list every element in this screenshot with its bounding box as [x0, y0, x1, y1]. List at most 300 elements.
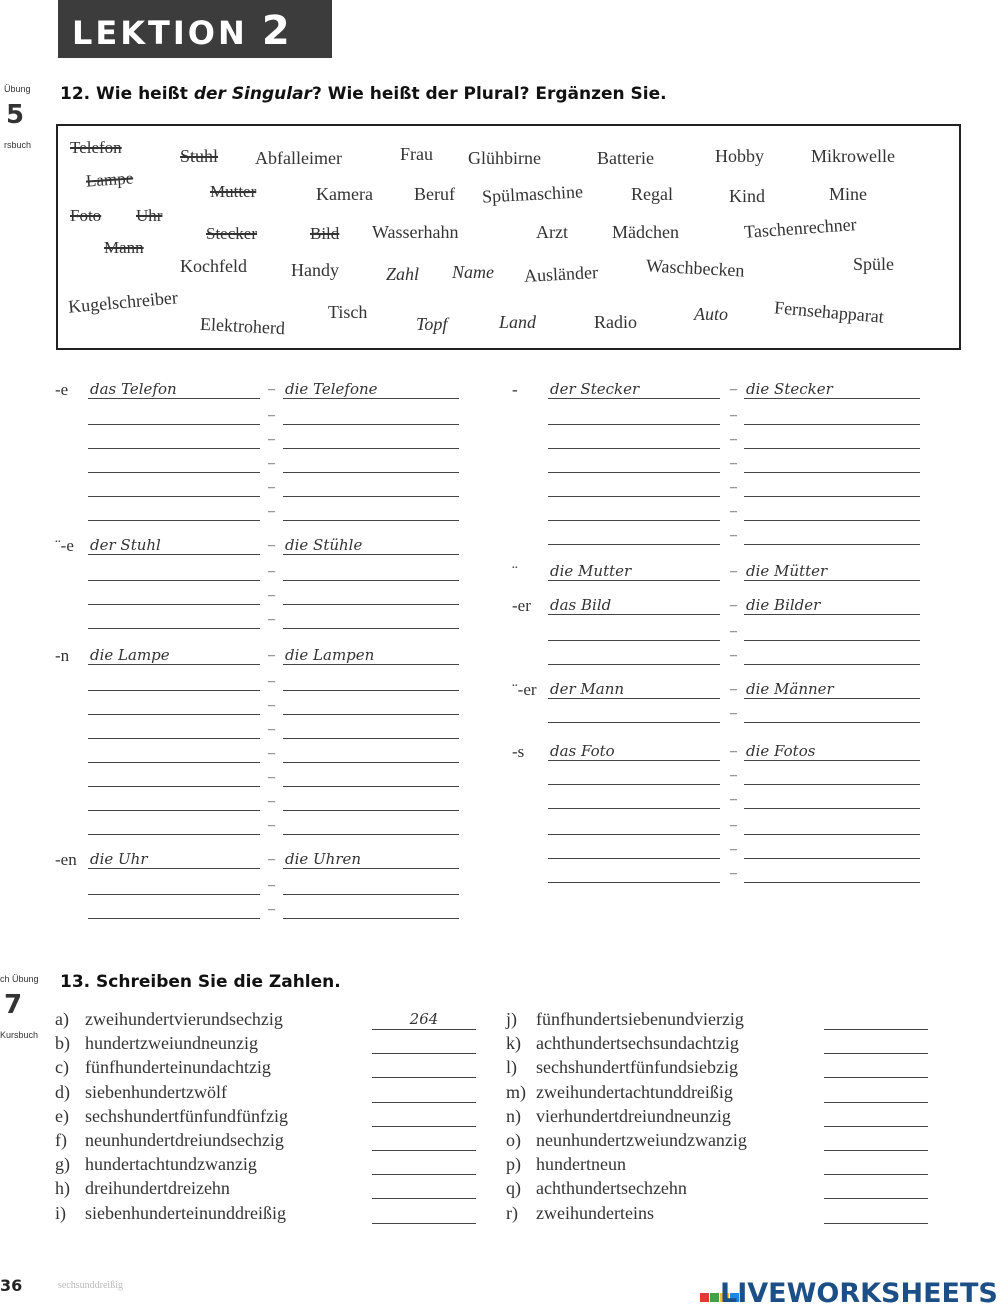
answer-line [548, 472, 720, 473]
plural-input[interactable] [744, 501, 920, 519]
word-item: Radio [594, 312, 637, 332]
answer-line [88, 664, 260, 665]
plural-group-label: -n [55, 646, 70, 665]
answer-line [88, 472, 260, 473]
answer-line [88, 762, 260, 763]
answer-line [88, 810, 260, 811]
answer-line [372, 1077, 476, 1078]
number-item-word: vierhundertdreiundneunzig [536, 1105, 731, 1126]
singular-input[interactable] [548, 525, 720, 543]
answer-line [283, 554, 459, 555]
number-item-word: achthundertsechsundachtzig [536, 1033, 739, 1054]
singular-example: die Uhr [90, 850, 148, 868]
dash-separator: – [730, 504, 737, 519]
number-answer-input[interactable] [824, 1131, 928, 1149]
dash-separator: – [268, 878, 275, 893]
exercise-12-title-c: ? Wie heißt der Plural? Ergänzen Sie. [311, 84, 667, 104]
answer-line [824, 1029, 928, 1030]
logo-squares-icon [700, 1293, 720, 1303]
number-item [506, 1009, 744, 1030]
number-item-letter: k) [506, 1033, 521, 1054]
answer-line [88, 738, 260, 739]
plural-input[interactable] [283, 477, 459, 495]
answer-line [88, 496, 260, 497]
word-item: Mädchen [612, 222, 679, 242]
answer-line [283, 786, 459, 787]
singular-input[interactable] [88, 719, 260, 737]
exercise-12-title-a: Wie heißt [96, 84, 194, 104]
dash-separator: – [730, 598, 737, 613]
plural-input[interactable] [744, 429, 920, 447]
number-answer-input[interactable] [824, 1155, 928, 1173]
answer-line [548, 424, 720, 425]
number-item-letter: q) [506, 1178, 521, 1199]
number-item [506, 1057, 738, 1078]
plural-input[interactable] [283, 429, 459, 447]
word-item: Mutter [210, 182, 257, 201]
answer-line [88, 894, 260, 895]
answer-line [548, 834, 720, 835]
singular-input[interactable] [548, 429, 720, 447]
dash-separator: – [730, 792, 737, 807]
plural-input[interactable] [283, 743, 459, 761]
word-item: Kochfeld [180, 256, 247, 276]
word-item: Waschbecken [645, 255, 745, 281]
dash-separator: – [730, 480, 737, 495]
number-item-word: siebenhundertzwölf [85, 1081, 227, 1102]
answer-line [372, 1053, 476, 1054]
number-answer-input[interactable] [372, 1131, 476, 1149]
dash-separator: – [268, 432, 275, 447]
answer-line [744, 472, 920, 473]
number-item-word: zweihundertachtunddreißig [536, 1081, 733, 1102]
number-item-letter: i) [55, 1202, 66, 1223]
plural-input[interactable] [283, 875, 459, 893]
dash-separator: – [730, 768, 737, 783]
answer-line [88, 448, 260, 449]
word-item: Tisch [328, 302, 368, 322]
page-word: sechsunddreißig [58, 1280, 123, 1291]
word-item: Kugelschreiber [67, 287, 179, 317]
dash-separator: – [730, 528, 737, 543]
liveworksheets-logo [700, 1278, 998, 1309]
number-answer-input[interactable] [372, 1083, 476, 1101]
number-answer-input[interactable] [824, 1179, 928, 1197]
singular-example: der Mann [550, 680, 625, 698]
number-answer-input[interactable] [372, 1058, 476, 1076]
plural-input[interactable] [283, 671, 459, 689]
dash-separator: – [730, 744, 737, 759]
singular-input[interactable] [548, 789, 720, 807]
answer-line [372, 1029, 476, 1030]
number-item-letter: h) [55, 1178, 70, 1199]
answer-line [824, 1053, 928, 1054]
word-item: Glühbirne [468, 148, 541, 168]
number-item [55, 1009, 283, 1030]
answer-line [744, 722, 920, 723]
plural-example: die Uhren [285, 850, 362, 868]
dash-separator: – [268, 818, 275, 833]
answer-line [824, 1102, 928, 1103]
answer-line [283, 398, 459, 399]
number-item-word: neunhundertdreiundsechzig [85, 1130, 284, 1150]
singular-input[interactable] [548, 863, 720, 881]
answer-line [283, 690, 459, 691]
plural-input[interactable] [744, 645, 920, 663]
plural-input[interactable] [283, 561, 459, 579]
answer-line [88, 554, 260, 555]
answer-line [88, 398, 260, 399]
word-item: Telefon [70, 138, 122, 157]
dash-separator: – [268, 382, 275, 397]
answer-line [88, 690, 260, 691]
exercise-13-heading [60, 972, 341, 992]
margin-number-12: 5 [6, 100, 25, 130]
singular-input[interactable] [88, 453, 260, 471]
answer-line [283, 762, 459, 763]
answer-line [548, 544, 720, 545]
dash-separator: – [268, 564, 275, 579]
singular-input[interactable] [88, 695, 260, 713]
word-item: Handy [291, 260, 339, 280]
singular-input[interactable] [88, 609, 260, 627]
plural-input[interactable] [283, 791, 459, 809]
dash-separator: – [268, 674, 275, 689]
singular-input[interactable] [88, 671, 260, 689]
word-item: Kamera [316, 184, 373, 204]
answer-line [548, 640, 720, 641]
answer-line [824, 1223, 928, 1224]
plural-input[interactable] [283, 815, 459, 833]
word-item: Arzt [536, 222, 568, 242]
number-answer-input[interactable] [824, 1034, 928, 1052]
answer-line [744, 424, 920, 425]
answer-line [744, 614, 920, 615]
number-item-word: sechshundertfünfundfünfzig [85, 1105, 288, 1126]
plural-example: die Telefone [285, 380, 378, 398]
number-answer-input[interactable] [372, 1034, 476, 1052]
answer-line [372, 1223, 476, 1224]
singular-input[interactable] [88, 743, 260, 761]
number-item [506, 1178, 687, 1199]
word-item: Kind [729, 186, 765, 206]
answer-line [824, 1126, 928, 1127]
answer-line [283, 448, 459, 449]
answer-line [88, 604, 260, 605]
answer-line [548, 520, 720, 521]
singular-input[interactable] [88, 561, 260, 579]
number-answer-input[interactable] [372, 1107, 476, 1125]
singular-input[interactable] [88, 815, 260, 833]
plural-example: die Stecker [746, 380, 833, 398]
answer-line [744, 882, 920, 883]
number-item-word: sechshundertfünfundsiebzig [536, 1057, 738, 1078]
dash-separator: – [730, 818, 737, 833]
number-item-word: fünfhundertsiebenundvierzig [536, 1009, 744, 1029]
singular-input[interactable] [548, 453, 720, 471]
dash-separator: – [730, 842, 737, 857]
word-item: Mikrowelle [811, 146, 895, 166]
singular-input[interactable] [88, 501, 260, 519]
plural-input[interactable] [283, 899, 459, 917]
dash-separator: – [730, 456, 737, 471]
answer-line [548, 760, 720, 761]
singular-input[interactable] [88, 875, 260, 893]
number-item [506, 1203, 654, 1224]
word-item: Land [499, 312, 537, 332]
dash-separator: – [730, 382, 737, 397]
singular-input[interactable] [88, 429, 260, 447]
answer-line [824, 1198, 928, 1199]
number-item-word: hundertzweiundneunzig [85, 1033, 258, 1054]
plural-group-label: ¨-er [512, 680, 537, 699]
number-item-word: hundertneun [536, 1154, 626, 1175]
answer-line [372, 1102, 476, 1103]
number-item [506, 1130, 747, 1151]
number-item-letter: c) [55, 1057, 69, 1078]
plural-input[interactable] [283, 453, 459, 471]
plural-input[interactable] [744, 621, 920, 639]
word-item: Spülmaschine [481, 181, 584, 207]
word-item: Wasserhahn [372, 222, 459, 242]
singular-input[interactable] [88, 477, 260, 495]
logo-text: LIVEWORKSHEETS [720, 1278, 998, 1309]
answer-line [283, 894, 459, 895]
singular-input[interactable] [548, 477, 720, 495]
number-item [55, 1130, 284, 1151]
answer-line [283, 664, 459, 665]
plural-input[interactable] [744, 789, 920, 807]
number-item-letter: a) [55, 1009, 69, 1029]
plural-example: die Stühle [285, 536, 363, 554]
plural-input[interactable] [283, 501, 459, 519]
number-item [55, 1033, 258, 1054]
number-item [506, 1033, 739, 1054]
answer-line [283, 918, 459, 919]
answer-line [88, 628, 260, 629]
answer-line [548, 496, 720, 497]
answer-line [88, 786, 260, 787]
dash-separator: – [730, 682, 737, 697]
number-item-word: zweihundertvierundsechzig [85, 1009, 283, 1029]
answer-line [283, 810, 459, 811]
margin-book-12: rsbuch [4, 140, 32, 150]
number-answer-input[interactable] [372, 1204, 476, 1222]
plural-input[interactable] [744, 839, 920, 857]
singular-input[interactable] [548, 815, 720, 833]
word-item: Zahl [386, 264, 420, 284]
dash-separator: – [730, 866, 737, 881]
number-item-letter: r) [506, 1202, 518, 1223]
answer-line [548, 664, 720, 665]
number-item-letter: m) [506, 1081, 526, 1102]
banner-number: 2 [261, 8, 290, 54]
word-item: Fernsehapparat [773, 297, 885, 327]
dash-separator: – [268, 612, 275, 627]
dash-separator: – [730, 408, 737, 423]
number-item-letter: g) [55, 1154, 70, 1175]
singular-input[interactable] [88, 405, 260, 423]
answer-line [88, 868, 260, 869]
number-item [506, 1154, 626, 1175]
word-box [56, 124, 961, 350]
answer-line [283, 472, 459, 473]
singular-input[interactable] [88, 899, 260, 917]
answer-line [824, 1174, 928, 1175]
answer-line [88, 918, 260, 919]
plural-input[interactable] [744, 863, 920, 881]
plural-example: die Männer [746, 680, 834, 698]
number-item-letter: p) [506, 1154, 521, 1175]
singular-input[interactable] [548, 703, 720, 721]
word-item: Spüle [853, 254, 895, 274]
number-answer-input[interactable] [824, 1010, 928, 1028]
dash-separator: – [268, 538, 275, 553]
number-answer-input[interactable] [372, 1179, 476, 1197]
number-answer-input[interactable] [824, 1058, 928, 1076]
answer-line [744, 834, 920, 835]
answer-line [372, 1198, 476, 1199]
word-item: Hobby [715, 146, 764, 166]
answer-line [548, 698, 720, 699]
word-item: Auto [694, 304, 728, 324]
dash-separator: – [268, 588, 275, 603]
dash-separator: – [730, 706, 737, 721]
singular-input[interactable] [548, 501, 720, 519]
singular-input[interactable] [548, 839, 720, 857]
plural-input[interactable] [744, 453, 920, 471]
word-item: Ausländer [523, 262, 599, 286]
answer-line [372, 1174, 476, 1175]
dash-separator: – [730, 624, 737, 639]
plural-input[interactable] [744, 815, 920, 833]
number-item-letter: n) [506, 1105, 521, 1126]
plural-group-label: -en [55, 850, 77, 869]
plural-group-label: - [512, 380, 518, 399]
plural-group-label: ¨ [512, 562, 518, 581]
word-item: Foto [70, 206, 102, 225]
exercise-13-number: 13. [60, 972, 91, 992]
number-item-word: neunhundertzweiundzwanzig [536, 1130, 747, 1150]
number-item-word: hundertachtundzwanzig [85, 1154, 257, 1175]
margin-tag-13: ch Übung [0, 974, 39, 984]
answer-line [744, 544, 920, 545]
answer-line [744, 698, 920, 699]
singular-input[interactable] [548, 645, 720, 663]
dash-separator: – [268, 480, 275, 495]
answer-line [548, 614, 720, 615]
word-item: Uhr [136, 206, 163, 225]
plural-input[interactable] [744, 703, 920, 721]
singular-input[interactable] [88, 585, 260, 603]
answer-line [744, 398, 920, 399]
answer-line [283, 580, 459, 581]
answer-line [283, 834, 459, 835]
dash-separator: – [268, 794, 275, 809]
answer-line [548, 882, 720, 883]
number-item [506, 1082, 733, 1103]
singular-input[interactable] [548, 621, 720, 639]
number-answer-input[interactable] [824, 1107, 928, 1125]
dash-separator: – [268, 698, 275, 713]
word-item: Abfalleimer [255, 148, 342, 168]
answer-line [283, 738, 459, 739]
singular-input[interactable] [548, 765, 720, 783]
number-item [55, 1106, 288, 1127]
plural-input[interactable] [744, 765, 920, 783]
number-item-word: fünfhunderteinundachtzig [85, 1057, 271, 1078]
word-item: Bild [310, 224, 340, 243]
answer-line [744, 784, 920, 785]
dash-separator: – [268, 504, 275, 519]
word-item: Mann [104, 238, 144, 257]
plural-input[interactable] [744, 477, 920, 495]
answer-line [283, 604, 459, 605]
answer-line [744, 760, 920, 761]
answer-line [824, 1077, 928, 1078]
plural-input[interactable] [744, 405, 920, 423]
answer-line [372, 1150, 476, 1151]
answer-line [744, 640, 920, 641]
plural-input[interactable] [744, 525, 920, 543]
answer-line [88, 834, 260, 835]
answer-line [548, 858, 720, 859]
plural-group-label: ¨-e [55, 536, 74, 555]
singular-input[interactable] [548, 405, 720, 423]
answer-line [88, 424, 260, 425]
answer-line [548, 580, 720, 581]
plural-input[interactable] [283, 405, 459, 423]
singular-example: der Stuhl [90, 536, 161, 554]
number-item [506, 1106, 731, 1127]
number-item-word: dreihundertdreizehn [85, 1178, 230, 1199]
dash-separator: – [268, 770, 275, 785]
plural-example: die Bilder [746, 596, 821, 614]
answer-line [88, 580, 260, 581]
plural-input[interactable] [283, 767, 459, 785]
singular-input[interactable] [88, 767, 260, 785]
answer-line [548, 398, 720, 399]
exercise-12-heading [60, 84, 667, 104]
singular-input[interactable] [88, 791, 260, 809]
singular-example: die Lampe [90, 646, 170, 664]
plural-example: die Fotos [746, 742, 816, 760]
number-answer-input[interactable] [372, 1010, 476, 1028]
number-answer-input[interactable] [824, 1204, 928, 1222]
plural-input[interactable] [283, 585, 459, 603]
margin-book-13: Kursbuch [0, 1030, 39, 1040]
answer-line [283, 868, 459, 869]
answer-line [548, 448, 720, 449]
plural-group-label: -s [512, 742, 525, 761]
plural-input[interactable] [283, 695, 459, 713]
word-item: Stecker [206, 224, 257, 243]
answer-line [88, 520, 260, 521]
answer-line [88, 714, 260, 715]
singular-example: der Stecker [550, 380, 640, 398]
dash-separator: – [730, 648, 737, 663]
number-answer-input[interactable] [372, 1155, 476, 1173]
number-item-word: siebenhunderteinunddreißig [85, 1202, 286, 1223]
answer-line [744, 808, 920, 809]
number-answer-input[interactable] [824, 1083, 928, 1101]
dash-separator: – [268, 852, 275, 867]
number-item [55, 1178, 230, 1199]
plural-input[interactable] [283, 609, 459, 627]
plural-input[interactable] [283, 719, 459, 737]
word-item: Mine [829, 184, 867, 204]
number-item-word: zweihunderteins [536, 1202, 654, 1223]
